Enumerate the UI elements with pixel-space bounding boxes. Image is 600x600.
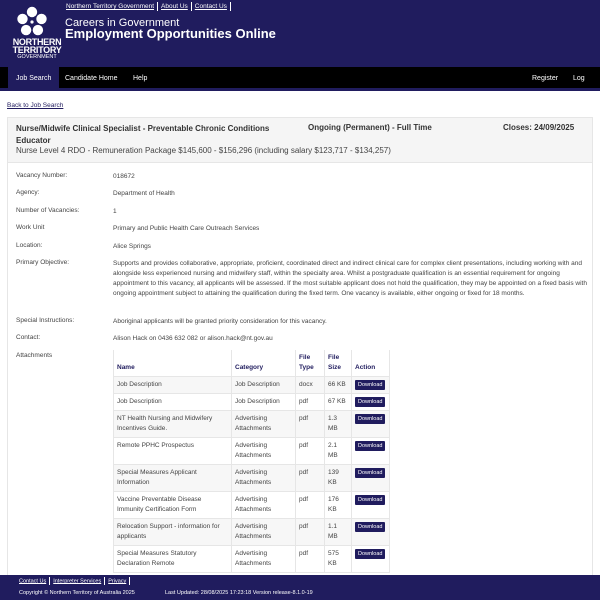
attachment-row — [114, 546, 390, 573]
attachment-file-type: pdf — [296, 411, 325, 438]
attachment-category: Job Description — [232, 394, 296, 411]
attachment-file-size: 1.3 MB — [325, 411, 352, 438]
attachment-file-size: 2.1 MB — [325, 438, 352, 465]
table-header-row — [114, 350, 390, 377]
attachment-file-type: docx — [296, 377, 325, 394]
employment-type: Ongoing (Permanent) - Full Time — [308, 123, 432, 132]
attachment-action — [352, 377, 390, 394]
logo-wordmark — [7, 38, 67, 60]
attachment-row — [114, 465, 390, 492]
detail-label: Vacancy Number: — [16, 172, 68, 179]
attachment-row — [114, 438, 390, 465]
download-button[interactable]: Download — [355, 495, 385, 505]
divider — [49, 577, 50, 585]
download-button[interactable]: Download — [355, 397, 385, 407]
footer-link-contact-us[interactable]: Contact Us — [19, 578, 47, 585]
detail-value: 018672 — [113, 173, 135, 180]
detail-value: Primary and Public Health Care Outreach Services — [113, 225, 260, 232]
attachment-row — [114, 377, 390, 394]
attachment-name: Job Description — [114, 377, 232, 394]
closing-date: Closes: 24/09/2025 — [503, 123, 575, 132]
attachment-action — [352, 438, 390, 465]
download-button[interactable]: Download — [355, 549, 385, 559]
download-button[interactable]: Download — [355, 522, 385, 532]
detail-label: Location: — [16, 242, 43, 249]
col-header-action: Action — [352, 350, 390, 377]
logo-line-1: NORTHERN — [12, 37, 62, 47]
remuneration: Nurse Level 4 RDO - Remuneration Package $145,600 - $156,296 (including salary $123,717 - $134,257) — [16, 146, 391, 155]
top-links — [66, 2, 234, 11]
attachment-category: Advertising Attachments — [232, 465, 296, 492]
attachment-action — [352, 411, 390, 438]
attachment-file-size: 139 KB — [325, 465, 352, 492]
col-header-category: Category — [232, 350, 296, 377]
nav-job-search[interactable]: Job Search — [8, 67, 59, 91]
attachment-row — [114, 519, 390, 546]
attachment-action — [352, 492, 390, 519]
attachment-name: Relocation Support - information for applicants — [114, 519, 232, 546]
attachment-name: NT Health Nursing and Midwifery Incentives Guide. — [114, 411, 232, 438]
nav-register[interactable]: Register — [532, 75, 559, 82]
download-button[interactable]: Download — [355, 414, 385, 424]
footer-links — [19, 577, 133, 585]
link-nt-government[interactable]: Northern Territory Government — [66, 3, 155, 11]
site-footer — [0, 575, 600, 600]
job-detail-panel — [7, 117, 593, 577]
attachment-category: Advertising Attachments — [232, 492, 296, 519]
divider — [191, 2, 192, 11]
download-button[interactable]: Download — [355, 468, 385, 478]
copyright: Copyright © Northern Territory of Australia 2025 — [19, 590, 135, 596]
detail-value[interactable]: Alison Hack on 0436 632 082 or alison.hack@nt.gov.au — [113, 335, 273, 342]
detail-label: Agency: — [16, 189, 40, 196]
detail-label: Number of Vacancies: — [16, 207, 80, 214]
last-updated: Last Updated: 28/08/2025 17:23:18 Version release-8.1.0-19 — [165, 590, 313, 596]
detail-label: Primary Objective: — [16, 259, 70, 266]
link-about-us[interactable]: About Us — [161, 3, 188, 11]
detail-value: Alice Springs — [113, 243, 151, 250]
attachment-action — [352, 465, 390, 492]
nav-candidate-home[interactable]: Candidate Home — [65, 75, 118, 82]
col-header-name: Name — [114, 350, 232, 377]
detail-label: Work Unit — [16, 224, 45, 231]
detail-label: Contact: — [16, 334, 41, 341]
detail-value: 1 — [113, 208, 117, 215]
nav-log-in[interactable]: Log in — [573, 75, 585, 106]
download-button[interactable]: Download — [355, 441, 385, 451]
job-title: Nurse/Midwife Clinical Specialist - Preventable Chronic Conditions Educator — [16, 124, 270, 145]
attachment-action — [352, 394, 390, 411]
nav-help[interactable]: Help — [133, 75, 148, 82]
attachment-file-type: pdf — [296, 438, 325, 465]
attachment-file-size: 66 KB — [325, 377, 352, 394]
logo-line-3: GOVERNMENT — [17, 54, 57, 60]
attachment-file-type: pdf — [296, 546, 325, 573]
footer-link-privacy[interactable]: Privacy — [108, 578, 127, 585]
attachment-category: Advertising Attachments — [232, 438, 296, 465]
job-summary-header — [8, 118, 592, 163]
attachments-table — [113, 350, 390, 573]
back-to-job-search-link[interactable]: Back to Job Search — [7, 102, 64, 109]
attachment-row — [114, 394, 390, 411]
download-button[interactable]: Download — [355, 380, 385, 390]
detail-value: Aboriginal applicants will be granted priority consideration for this vacancy. — [113, 318, 327, 325]
attachment-row — [114, 492, 390, 519]
site-subtitle: Careers in Government — [65, 17, 180, 29]
attachment-file-size: 1.1 MB — [325, 519, 352, 546]
attachment-category: Advertising Attachments — [232, 546, 296, 573]
attachment-category: Advertising Attachments — [232, 411, 296, 438]
divider — [230, 2, 231, 11]
divider — [157, 2, 158, 11]
site-title[interactable]: Employment Opportunities Online — [65, 26, 276, 41]
detail-value: Department of Health — [113, 190, 175, 197]
attachment-file-size: 176 KB — [325, 492, 352, 519]
detail-label: Attachments — [16, 352, 53, 359]
attachment-action — [352, 519, 390, 546]
detail-value: Supports and provides collaborative, appropriate, proficient, coordinated direct and indirect clinical care for complex client presentations, including working with and alongside less experienced nursing and midwifery staff, within the specialty area. Whilst a postgraduate qualification is an essential requirement for ongoing appointment to this vacancy, all applicants will be assessed. If the most suitable applicant does not hold the qualification, they may be appointed on a fixed basis with ongoing appointment subject to attaining the qualification during the fixed term. One vacancy is available, either ongoing or fixed for 18 months. — [113, 260, 587, 297]
attachment-name: Vaccine Preventable Disease Immunity Certification Form — [114, 492, 232, 519]
link-contact-us[interactable]: Contact Us — [194, 3, 227, 11]
logo-line-2: TERRITORY — [12, 45, 62, 55]
attachment-file-type: pdf — [296, 465, 325, 492]
detail-label: Special Instructions: — [16, 317, 75, 324]
attachment-name: Special Measures Statutory Declaration Remote — [114, 546, 232, 573]
attachment-name: Remote PPHC Prospectus — [114, 438, 232, 465]
attachment-file-size: 67 KB — [325, 394, 352, 411]
attachment-name: Job Description — [114, 394, 232, 411]
flower-logo-icon — [6, 6, 58, 40]
attachment-row — [114, 411, 390, 438]
divider — [104, 577, 105, 585]
nt-government-logo[interactable] — [6, 6, 62, 62]
attachment-category: Job Description — [232, 377, 296, 394]
attachment-category: Advertising Attachments — [232, 519, 296, 546]
attachment-file-type: pdf — [296, 394, 325, 411]
footer-link-interpreter-services[interactable]: Interpreter Services — [53, 578, 102, 585]
site-header — [0, 0, 600, 67]
attachment-name: Special Measures Applicant Information — [114, 465, 232, 492]
col-header-file-type: File Type — [296, 350, 325, 377]
attachment-action — [352, 546, 390, 573]
attachment-file-type: pdf — [296, 519, 325, 546]
col-header-file-size: File Size — [325, 350, 352, 377]
attachment-file-type: pdf — [296, 492, 325, 519]
attachment-file-size: 575 KB — [325, 546, 352, 573]
divider — [129, 577, 130, 585]
